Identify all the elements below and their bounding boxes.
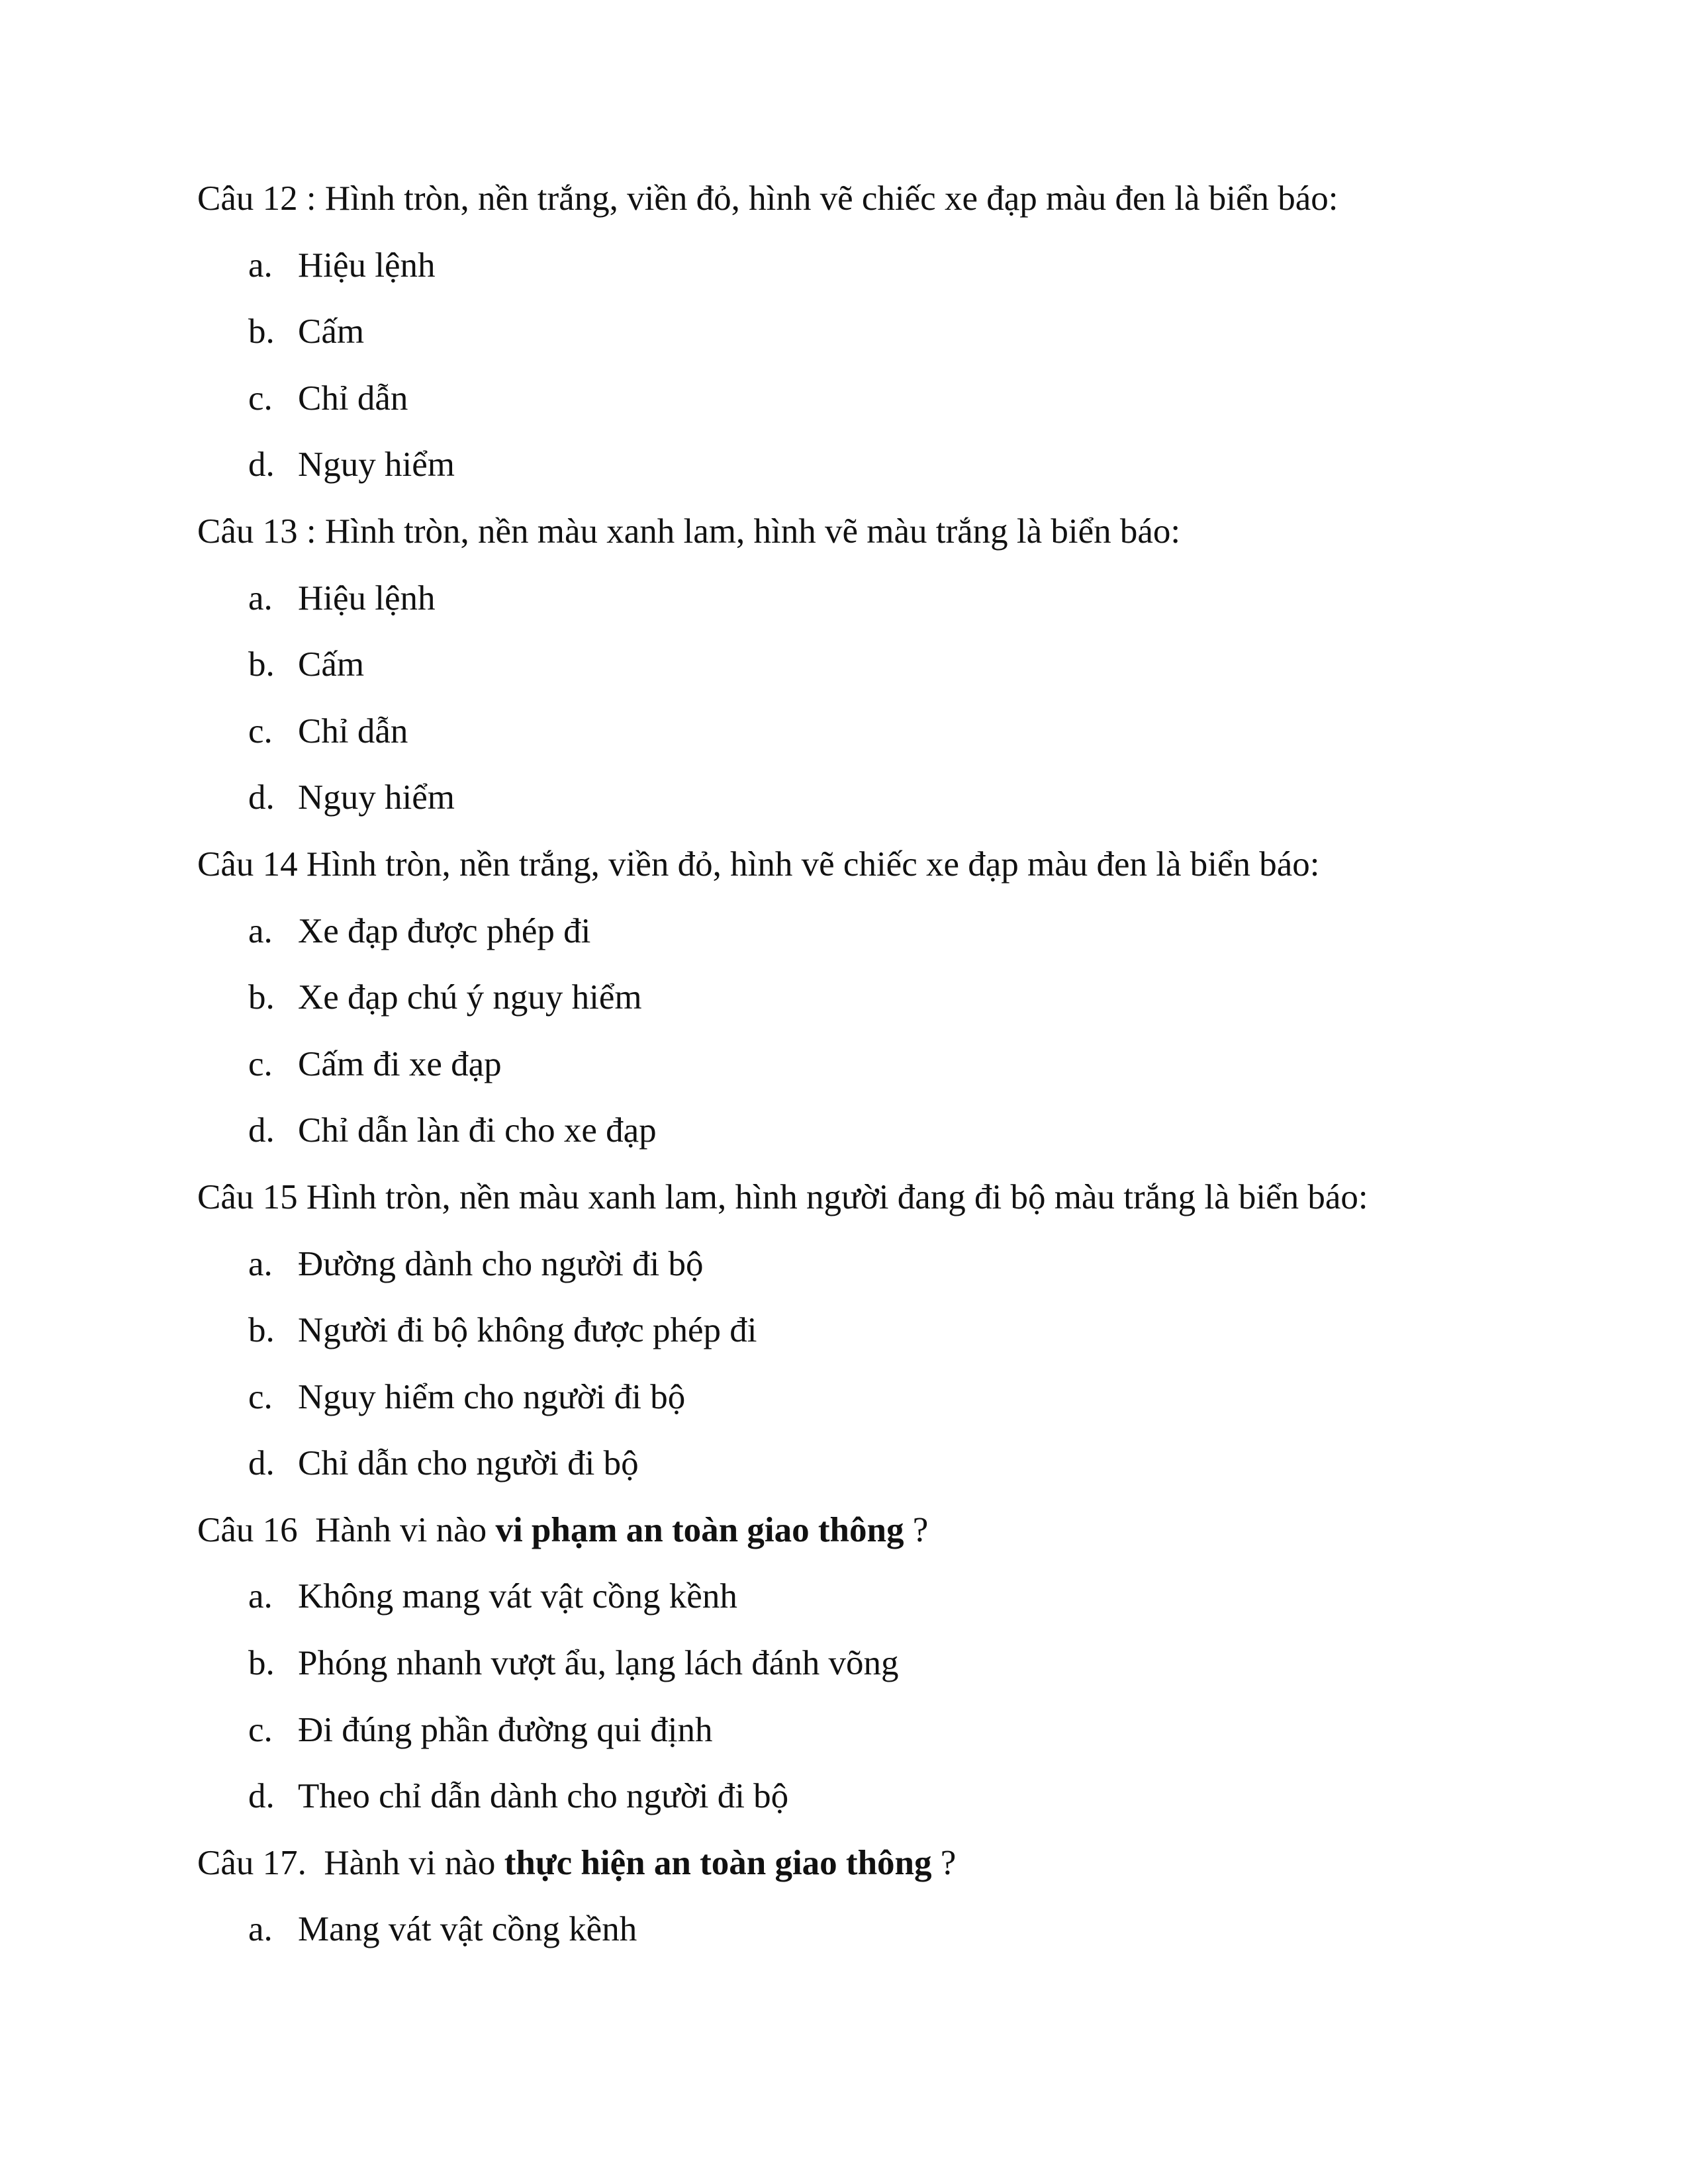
question-15	[197, 1164, 1521, 1231]
question-16-prompt-bold: vi phạm an toàn giao thông	[495, 1510, 904, 1549]
question-13-option-d	[197, 764, 1521, 831]
question-15-option-a	[197, 1231, 1521, 1298]
question-12	[197, 165, 1521, 232]
option-text: Nguy hiểm	[298, 445, 455, 484]
question-12-option-c	[197, 365, 1521, 432]
question-16-option-c	[197, 1697, 1521, 1764]
option-text: Chỉ dẫn cho người đi bộ	[298, 1444, 639, 1483]
question-17-prompt-suffix: ?	[931, 1843, 957, 1882]
question-13-option-b	[197, 631, 1521, 698]
option-letter: b.	[248, 1311, 275, 1350]
question-15-prompt: Câu 15 Hình tròn, nền màu xanh lam, hình người đang đi bộ màu trắng là biển báo:	[197, 1177, 1368, 1216]
option-text: Xe đạp chú ý nguy hiểm	[298, 978, 642, 1017]
question-17	[197, 1830, 1521, 1897]
question-13-option-a	[197, 565, 1521, 632]
option-text: Nguy hiểm cho người đi bộ	[298, 1377, 686, 1416]
question-16-prompt-suffix: ?	[904, 1510, 929, 1549]
option-text: Hiệu lệnh	[298, 246, 436, 285]
option-text: Không mang vát vật cồng kềnh	[298, 1577, 737, 1616]
question-13	[197, 498, 1521, 565]
option-text: Đi đúng phần đường qui định	[298, 1710, 713, 1749]
question-16-prompt-prefix: Câu 16 Hành vi nào	[197, 1510, 496, 1549]
option-letter: d.	[248, 1111, 275, 1150]
option-text: Hiệu lệnh	[298, 578, 436, 617]
option-text: Cấm	[298, 645, 365, 684]
option-text: Mang vát vật cồng kềnh	[298, 1910, 637, 1949]
option-letter: a.	[248, 1577, 273, 1616]
option-text: Cấm	[298, 312, 365, 351]
question-15-option-d	[197, 1430, 1521, 1497]
option-letter: a.	[248, 911, 273, 950]
question-12-option-d	[197, 432, 1521, 498]
option-letter: b.	[248, 312, 275, 351]
option-letter: d.	[248, 778, 275, 817]
option-letter: b.	[248, 1644, 275, 1683]
question-14-prompt: Câu 14 Hình tròn, nền trắng, viền đỏ, hình vẽ chiếc xe đạp màu đen là biển báo:	[197, 844, 1320, 884]
question-16-option-d	[197, 1763, 1521, 1830]
option-text: Xe đạp được phép đi	[298, 911, 591, 950]
option-letter: d.	[248, 445, 275, 484]
question-14-option-b	[197, 964, 1521, 1031]
option-letter: a.	[248, 1244, 273, 1283]
quiz-content	[197, 165, 1521, 1963]
question-14-option-c	[197, 1031, 1521, 1098]
question-16	[197, 1497, 1521, 1564]
option-text: Chỉ dẫn	[298, 379, 408, 418]
question-12-prompt: Câu 12 : Hình tròn, nền trắng, viền đỏ, hình vẽ chiếc xe đạp màu đen là biển báo:	[197, 179, 1338, 218]
option-letter: c.	[248, 1044, 273, 1083]
option-text: Cấm đi xe đạp	[298, 1044, 502, 1083]
option-letter: a.	[248, 1910, 273, 1949]
option-letter: d.	[248, 1444, 275, 1483]
question-14-option-a	[197, 898, 1521, 965]
question-17-prompt-prefix: Câu 17. Hành vi nào	[197, 1843, 504, 1882]
question-15-option-c	[197, 1364, 1521, 1431]
option-letter: a.	[248, 578, 273, 617]
option-letter: b.	[248, 978, 275, 1017]
option-letter: a.	[248, 246, 273, 285]
question-16-option-b	[197, 1630, 1521, 1697]
question-14	[197, 831, 1521, 898]
question-17-option-a	[197, 1896, 1521, 1963]
option-letter: d.	[248, 1777, 275, 1816]
question-13-option-c	[197, 698, 1521, 765]
question-12-option-a	[197, 232, 1521, 299]
option-text: Theo chỉ dẫn dành cho người đi bộ	[298, 1777, 789, 1816]
option-letter: b.	[248, 645, 275, 684]
option-letter: c.	[248, 1710, 273, 1749]
question-13-prompt: Câu 13 : Hình tròn, nền màu xanh lam, hình vẽ màu trắng là biển báo:	[197, 512, 1181, 551]
option-letter: c.	[248, 1377, 273, 1416]
option-text: Đường dành cho người đi bộ	[298, 1244, 704, 1283]
option-text: Chỉ dẫn làn đi cho xe đạp	[298, 1111, 657, 1150]
option-text: Người đi bộ không được phép đi	[298, 1311, 757, 1350]
question-12-option-b	[197, 298, 1521, 365]
question-14-option-d	[197, 1097, 1521, 1164]
option-letter: c.	[248, 379, 273, 418]
question-17-prompt-bold: thực hiện an toàn giao thông	[504, 1843, 932, 1882]
option-text: Phóng nhanh vượt ẩu, lạng lách đánh võng	[298, 1644, 899, 1683]
option-letter: c.	[248, 711, 273, 751]
question-15-option-b	[197, 1297, 1521, 1364]
option-text: Nguy hiểm	[298, 778, 455, 817]
option-text: Chỉ dẫn	[298, 711, 408, 751]
question-16-option-a	[197, 1563, 1521, 1630]
